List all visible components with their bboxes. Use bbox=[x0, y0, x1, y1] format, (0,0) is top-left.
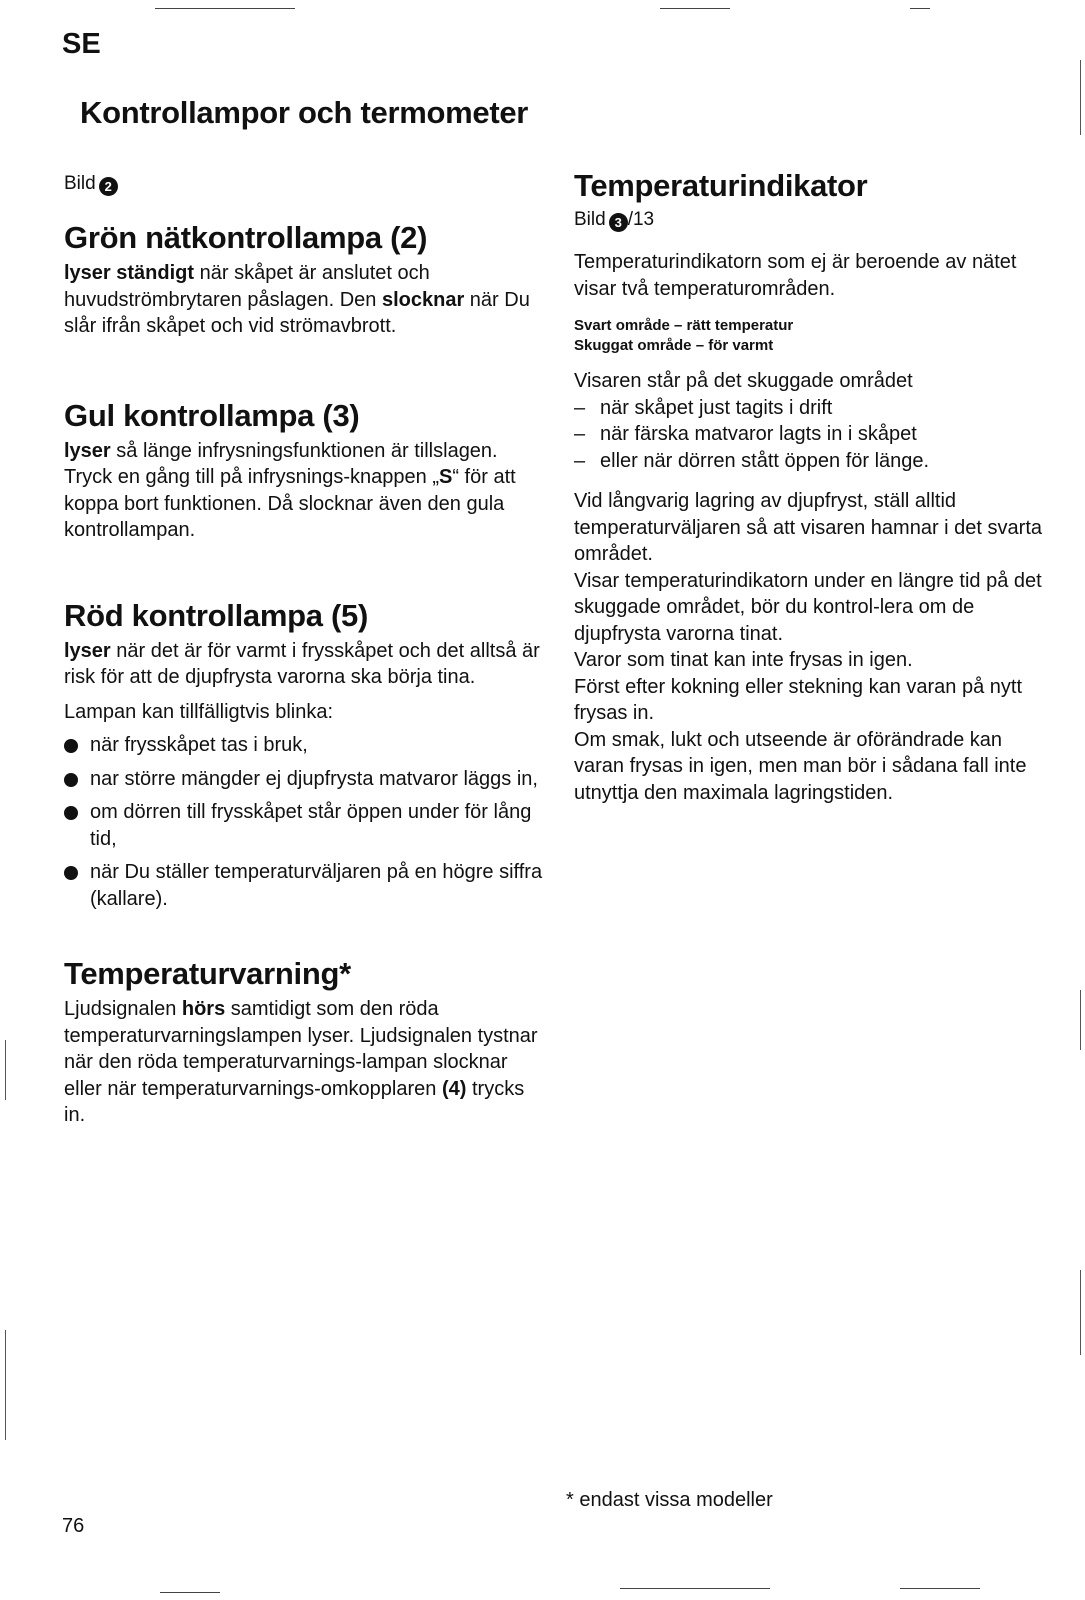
list-item bbox=[574, 448, 1044, 475]
list-item bbox=[64, 799, 544, 852]
scan-edge-mark bbox=[1080, 1270, 1081, 1355]
section-heading: Gul kontrollampa (3) bbox=[64, 397, 360, 433]
emphasis: slocknar bbox=[381, 288, 465, 311]
dash-marker: – bbox=[574, 449, 586, 472]
list-item-text: när Du ställer temperaturväljaren på en högre siffra (kallare). bbox=[90, 861, 543, 910]
emphasis: lyser bbox=[64, 439, 111, 462]
figure-number-badge: 2 bbox=[99, 177, 118, 196]
legend-black-range: Svart område – rätt temperatur bbox=[574, 317, 794, 334]
section-heading: Grön nätkontrollampa (2) bbox=[64, 220, 428, 255]
list-item-text: om dörren till frysskåpet står öppen under för lång tid, bbox=[90, 801, 532, 850]
list-item-text: när färska matvaror lagts in i skåpet bbox=[600, 423, 917, 445]
check-thaw-advice: Visar temperaturindikatorn under en längre tid på det skuggade området, bör du kontrol-lera om de djupfrysta varorna tinat. bbox=[574, 569, 1042, 645]
list-item bbox=[574, 395, 1044, 422]
bullet-icon bbox=[64, 806, 78, 820]
scan-rule bbox=[900, 1588, 980, 1589]
list-item-text: när skåpet just tagits i drift bbox=[600, 396, 833, 419]
body-text: trycks in. bbox=[64, 1077, 525, 1126]
section-body bbox=[64, 996, 544, 1129]
body-text: när Du slår ifrån skåpet och vid strömavbrott. bbox=[64, 288, 530, 337]
scan-edge-mark bbox=[1080, 60, 1081, 135]
scan-rule bbox=[160, 1592, 220, 1593]
dash-marker: – bbox=[574, 423, 586, 445]
figure-suffix: /13 bbox=[627, 209, 655, 230]
list-item-text: när frysskåpet tas i bruk, bbox=[90, 734, 308, 756]
left-column bbox=[64, 172, 544, 1129]
figure-number-badge: 3 bbox=[609, 213, 628, 232]
section-heading: Temperaturindikator bbox=[574, 168, 868, 203]
list-item bbox=[64, 859, 544, 912]
list-item bbox=[64, 732, 544, 759]
section-heading: Röd kontrollampa (5) bbox=[64, 597, 369, 633]
list-item-text: nar större mängder ej djupfrysta matvaror läggs in, bbox=[90, 767, 538, 790]
dash-marker: – bbox=[574, 396, 586, 419]
scan-edge-mark bbox=[1080, 990, 1081, 1050]
scan-rule bbox=[155, 8, 295, 9]
body-text: Ljudsignalen bbox=[64, 998, 182, 1020]
body-text: “ för att koppa bort funktionen. Då slocknar även den gula kontrollampan. bbox=[64, 466, 516, 541]
footnote: * endast vissa modeller bbox=[566, 1489, 773, 1511]
cook-before-refreeze-note: Först efter kokning eller stekning kan varan på nytt frysas in. bbox=[574, 675, 1023, 724]
body-text: samtidigt som den röda temperaturvarningslampen lyser. Ljudsignalen tystnar när den röda temperaturvarnings-lampan slocknar eller när temperaturvarnings-omkopplaren bbox=[64, 998, 538, 1100]
figure-reference bbox=[64, 172, 544, 196]
figure-reference bbox=[574, 208, 1044, 232]
blink-list bbox=[64, 732, 544, 912]
bullet-icon bbox=[64, 739, 78, 753]
emphasis: lyser bbox=[64, 639, 111, 662]
emphasis: lyser ständigt bbox=[64, 262, 195, 284]
bullet-icon bbox=[64, 773, 78, 787]
pointer-intro: Visaren står på det skuggade området bbox=[574, 370, 913, 392]
section-yellow-lamp bbox=[64, 398, 544, 544]
language-tag: SE bbox=[62, 28, 101, 60]
section-green-lamp bbox=[64, 220, 544, 340]
section-body bbox=[64, 438, 544, 544]
body-text: när skåpet är anslutet och huvudströmbrytaren påslagen. Den bbox=[64, 262, 430, 311]
range-legend bbox=[574, 316, 1044, 356]
emphasis: hörs bbox=[181, 998, 226, 1020]
section-body bbox=[64, 260, 544, 340]
section-heading: Temperaturvarning* bbox=[64, 956, 351, 991]
section-red-lamp bbox=[64, 598, 544, 913]
section-temperature-warning bbox=[64, 956, 544, 1129]
list-item bbox=[574, 421, 1044, 448]
page-title: Kontrollampor och termometer bbox=[80, 95, 529, 130]
scan-rule bbox=[910, 8, 930, 9]
scan-edge-mark bbox=[5, 1330, 6, 1440]
unchanged-goods-note: Om smak, lukt och utseende är oförändrade kan varan frysas in igen, men man bör i sådana fall inte utnyttja den maximala lagringstiden. bbox=[574, 728, 1027, 804]
scan-rule bbox=[620, 1588, 770, 1589]
section-body bbox=[64, 638, 544, 691]
pointer-conditions bbox=[574, 395, 1044, 475]
scan-rule bbox=[660, 8, 730, 9]
storage-advice: Vid långvarig lagring av djupfryst, ställ alltid temperaturväljaren så att visaren hamnar i det svarta området. bbox=[574, 490, 1042, 565]
right-column bbox=[574, 168, 1044, 806]
indicator-intro: Temperaturindikatorn som ej är beroende av nätet visar två temperaturområden. bbox=[574, 251, 1017, 300]
emphasis: (4) bbox=[441, 1077, 467, 1100]
body-text: när det är för varmt i frysskåpet och det alltså är risk för att de djupfrysta varorna ska börja tina. bbox=[64, 639, 540, 688]
blink-intro: Lampan kan tillfälligtvis blinka: bbox=[64, 700, 334, 723]
list-item-text: eller när dörren stått öppen för länge. bbox=[600, 449, 930, 472]
list-item bbox=[64, 766, 544, 793]
bullet-icon bbox=[64, 866, 78, 880]
figure-label: Bild bbox=[64, 173, 96, 194]
legend-shaded-range: Skuggat område – för varmt bbox=[574, 337, 774, 354]
no-refreeze-note: Varor som tinat kan inte frysas in igen. bbox=[574, 649, 913, 671]
page-number: 76 bbox=[62, 1515, 85, 1537]
figure-label: Bild bbox=[574, 209, 606, 230]
emphasis: S bbox=[439, 466, 453, 488]
scan-edge-mark bbox=[5, 1040, 6, 1100]
body-text: så länge infrysningsfunktionen är tillslagen. Tryck en gång till på infrysnings-knappen „ bbox=[64, 439, 498, 488]
